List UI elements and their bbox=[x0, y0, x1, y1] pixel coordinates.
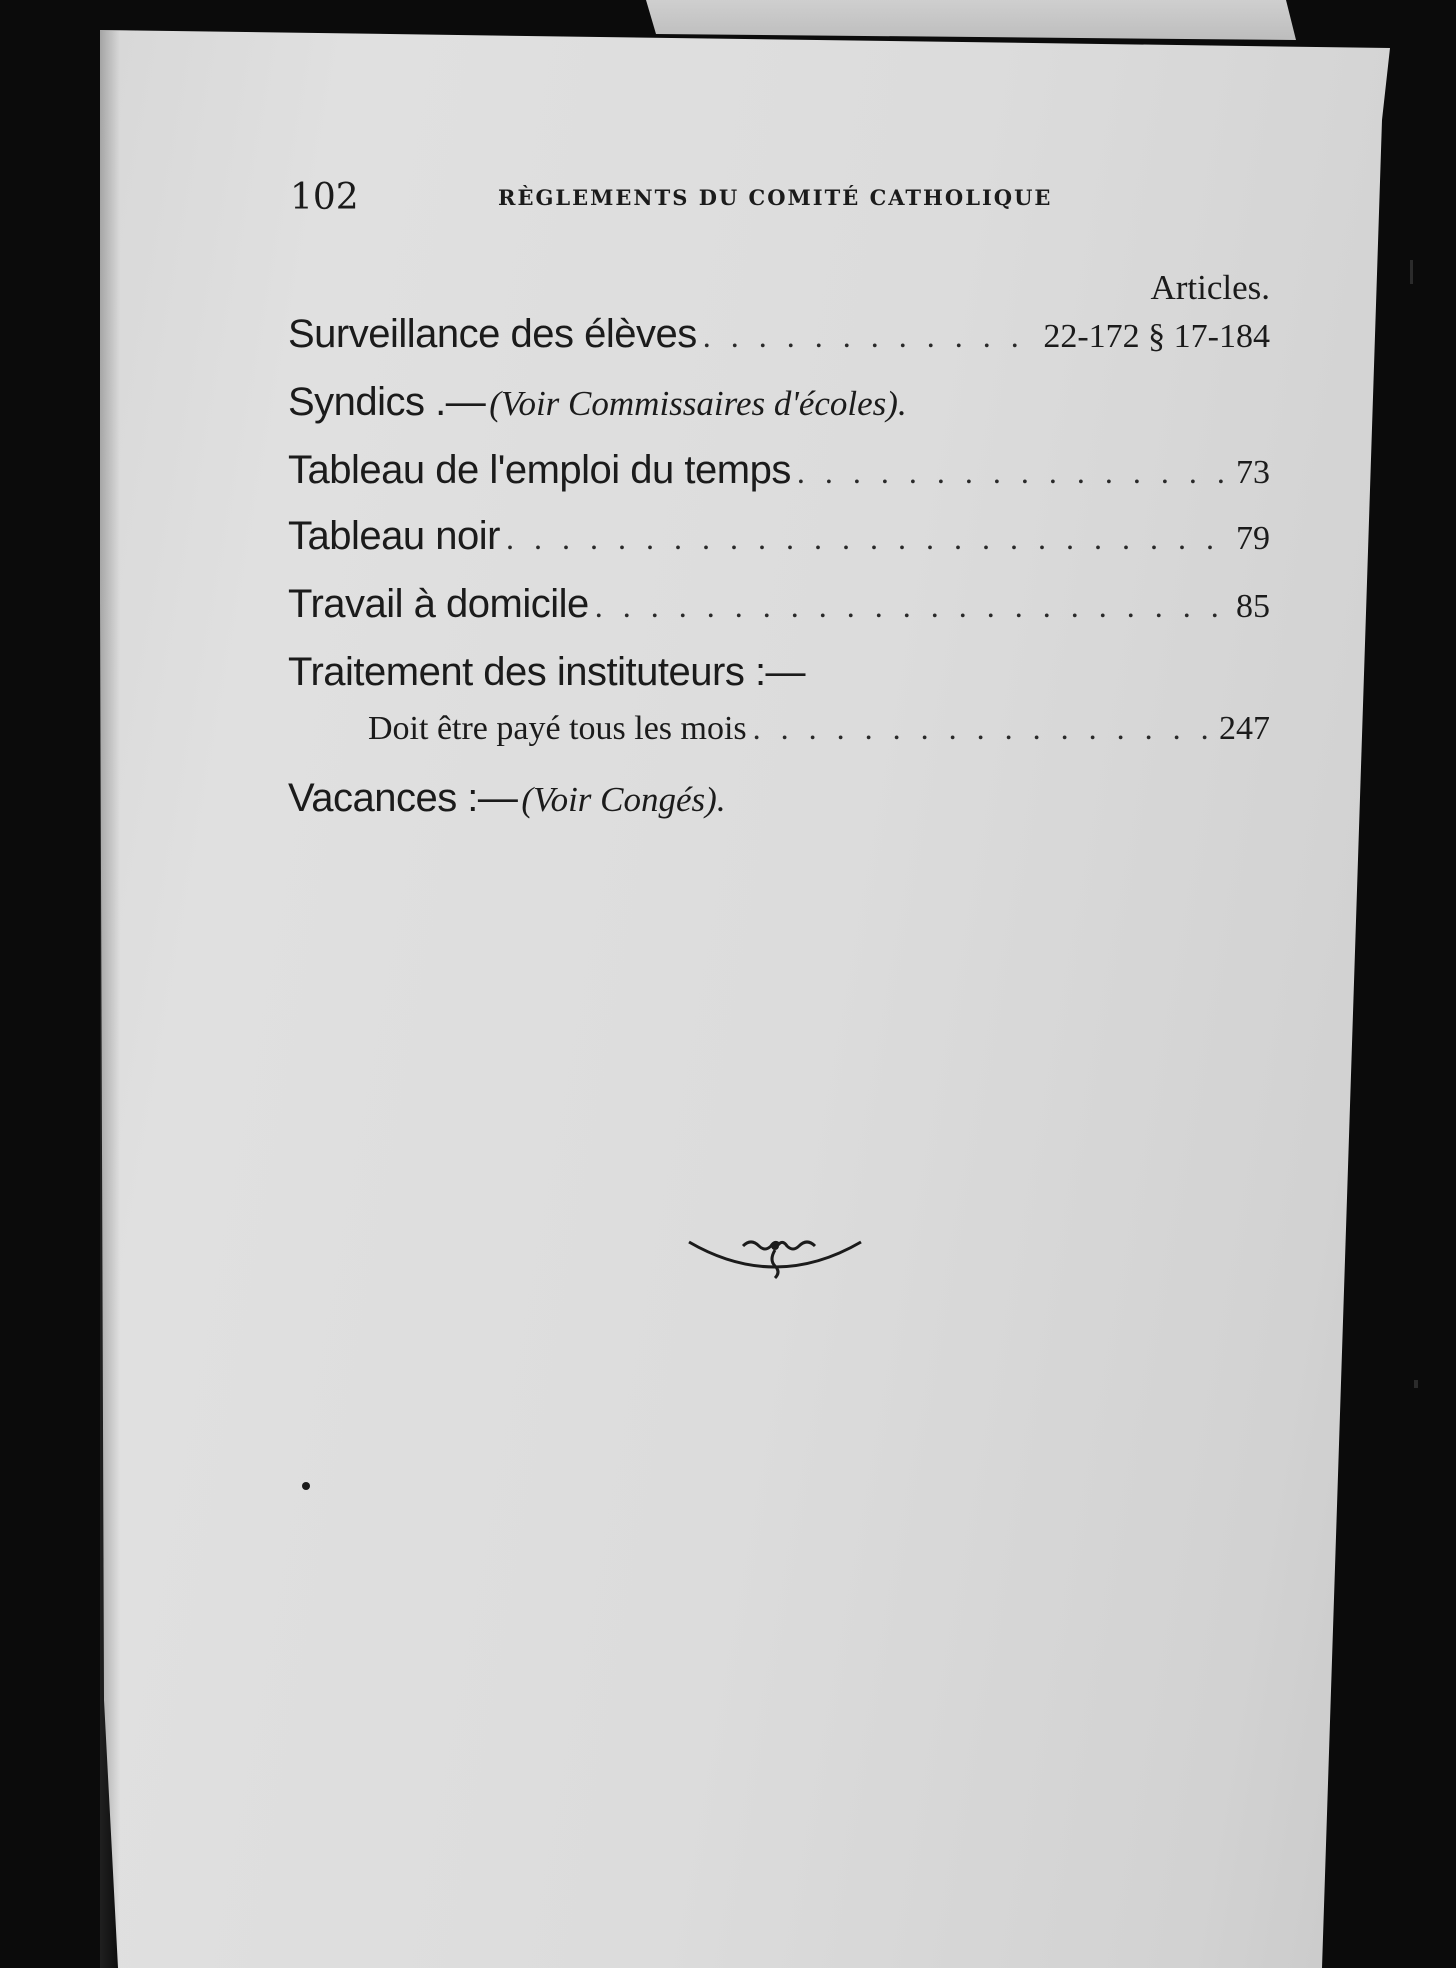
margin-mark bbox=[1410, 260, 1413, 284]
index-term: Surveillance des élèves bbox=[288, 312, 697, 356]
dot-leader bbox=[703, 318, 1038, 355]
dot-leader bbox=[753, 710, 1213, 747]
index-entry bbox=[288, 312, 1270, 357]
index-term: Vacances :— bbox=[288, 776, 518, 820]
index-term: Syndics .— bbox=[288, 380, 486, 424]
dot-leader bbox=[797, 454, 1230, 491]
index-subterm: Doit être payé tous les mois bbox=[368, 710, 747, 747]
index-term: Tableau de l'emploi du temps bbox=[288, 448, 791, 492]
margin-mark bbox=[1414, 1380, 1418, 1388]
column-heading: Articles. bbox=[1150, 268, 1270, 307]
cross-reference: (Voir Commissaires d'écoles). bbox=[489, 384, 907, 423]
index-entry bbox=[288, 514, 1270, 559]
index-sub-entry bbox=[368, 710, 1270, 748]
dot-leader bbox=[506, 520, 1230, 557]
index-entry bbox=[288, 582, 1270, 627]
index-entry bbox=[288, 448, 1270, 493]
page-number: 102 bbox=[290, 177, 359, 218]
article-reference: 247 bbox=[1219, 710, 1270, 747]
index-entry bbox=[288, 650, 805, 695]
page-edge-shadow bbox=[100, 30, 120, 1968]
index-entry bbox=[288, 380, 907, 425]
index-term: Traitement des instituteurs :— bbox=[288, 650, 806, 694]
page-top-flap bbox=[646, 0, 1296, 40]
index-term: Travail à domicile bbox=[288, 582, 589, 626]
article-reference: 22-172 § 17-184 bbox=[1043, 318, 1270, 355]
cross-reference: (Voir Congés). bbox=[521, 780, 726, 819]
running-title: RÈGLEMENTS DU COMITÉ CATHOLIQUE bbox=[498, 185, 1053, 210]
index-term: Tableau noir bbox=[288, 514, 500, 558]
dot-leader bbox=[595, 588, 1230, 625]
index-entry bbox=[288, 776, 726, 821]
article-reference: 79 bbox=[1236, 520, 1270, 557]
tailpiece-ornament bbox=[685, 1232, 865, 1292]
ink-speck bbox=[302, 1482, 310, 1490]
article-reference: 85 bbox=[1236, 588, 1270, 625]
article-reference: 73 bbox=[1236, 454, 1270, 491]
